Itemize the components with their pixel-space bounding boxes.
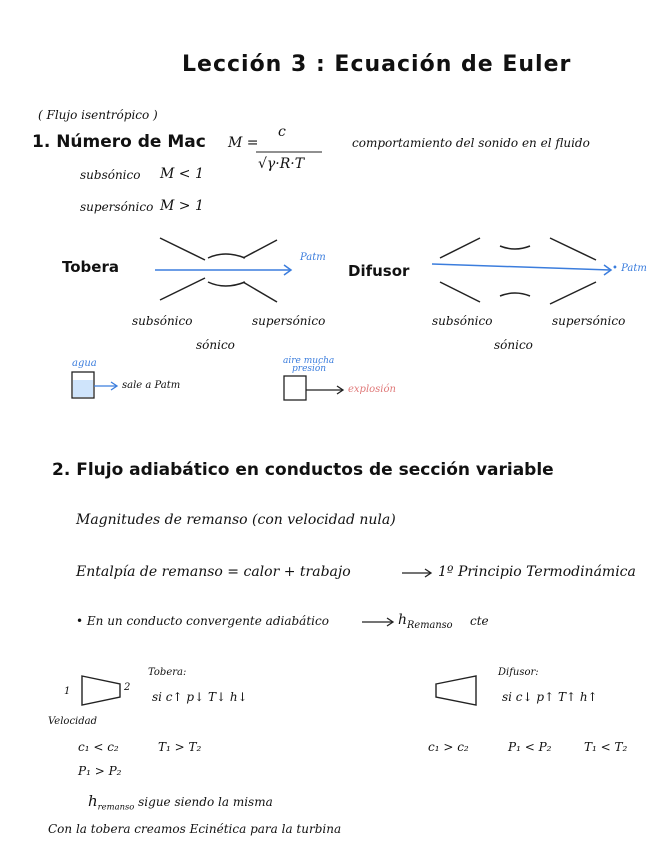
difusor-small-label: Difusor: (498, 667, 539, 678)
velocidad-label: Velocidad (48, 716, 98, 727)
example-air-label-2: presión (292, 364, 327, 374)
tobera-sonic: sónico (196, 338, 235, 352)
h-remanso-note (88, 792, 273, 811)
difusor-supersonic: supersónico (552, 314, 626, 328)
tobera-num-2: 2 (124, 682, 131, 693)
t-relation-left: T₁ > T₂ (158, 740, 202, 754)
tobera-subsonic: subsónico (132, 314, 193, 328)
difusor-sonic: sónico (494, 338, 533, 352)
supersonic-label: supersónico (80, 200, 154, 214)
difusor-subsonic: subsónico (432, 314, 493, 328)
principio-label: 1º Principio Termodinámica (438, 564, 636, 580)
p-relation-left: P₁ > P₂ (78, 764, 122, 778)
difusor-patm: • Patm (612, 263, 647, 274)
isentropic-note: ( Flujo isentrópico ) (38, 108, 158, 122)
page-title: Lección 3 : Ecuación de Euler (182, 52, 572, 77)
tobera-num-1: 1 (64, 686, 71, 697)
h-note-text: sigue siendo la misma (138, 795, 273, 809)
h-note-sub: remanso (97, 801, 135, 812)
water-tank (72, 372, 117, 398)
h-remanso (398, 612, 453, 631)
c-relation-right: c₁ > c₂ (428, 740, 469, 754)
difusor-label: Difusor (348, 262, 410, 280)
t-relation-right: T₁ < T₂ (584, 740, 628, 754)
entalpia-line: Entalpía de remanso = calor + trabajo (76, 564, 351, 580)
supersonic-condition: M > 1 (160, 198, 204, 214)
h-note-symbol: h (88, 792, 98, 810)
h-symbol: h (398, 612, 408, 628)
difusor-trapezoid (436, 676, 476, 705)
formula-denominator: √γ·R·T (258, 156, 305, 172)
formula-numerator: c (278, 124, 286, 140)
mach-comment: comportamiento del sonido en el fluido (352, 136, 590, 150)
h-subscript: Remanso (407, 619, 453, 631)
subsonic-label: subsónico (80, 168, 141, 182)
difusor-shape (440, 238, 596, 304)
tobera-small-label: Tobera: (148, 667, 187, 678)
cte-label: cte (470, 614, 489, 628)
turbina-note: Con la tobera creamos Ecinética para la turbina (48, 822, 342, 836)
formula-lhs: M = (228, 135, 259, 151)
example-air-label-1: aire mucha (283, 356, 335, 366)
tobera-relation: si c↑ p↓ T↓ h↓ (152, 690, 248, 704)
tobera-trapezoid (82, 676, 120, 705)
difusor-relation: si c↓ p↑ T↑ h↑ (502, 690, 598, 704)
tobera-label: Tobera (62, 258, 119, 276)
subsonic-condition: M < 1 (160, 166, 204, 182)
difusor-flow-arrow (432, 264, 610, 270)
section-2-heading: 2. Flujo adiabático en conductos de sección variable (52, 460, 554, 480)
example-water-label: agua (72, 358, 97, 369)
p-relation-right: P₁ < P₂ (508, 740, 552, 754)
air-tank (284, 376, 343, 400)
example-explosion: explosión (348, 384, 396, 395)
example-water-arrow-label: sale a Patm (122, 380, 181, 391)
convergente-line: • En un conducto convergente adiabático (76, 614, 329, 628)
tobera-supersonic: supersónico (252, 314, 326, 328)
remanso-line: Magnitudes de remanso (con velocidad nula) (76, 512, 396, 528)
tobera-patm: Patm (300, 252, 326, 263)
section-1-heading: 1. Número de Mac (32, 132, 206, 152)
c-relation-left: c₁ < c₂ (78, 740, 119, 754)
